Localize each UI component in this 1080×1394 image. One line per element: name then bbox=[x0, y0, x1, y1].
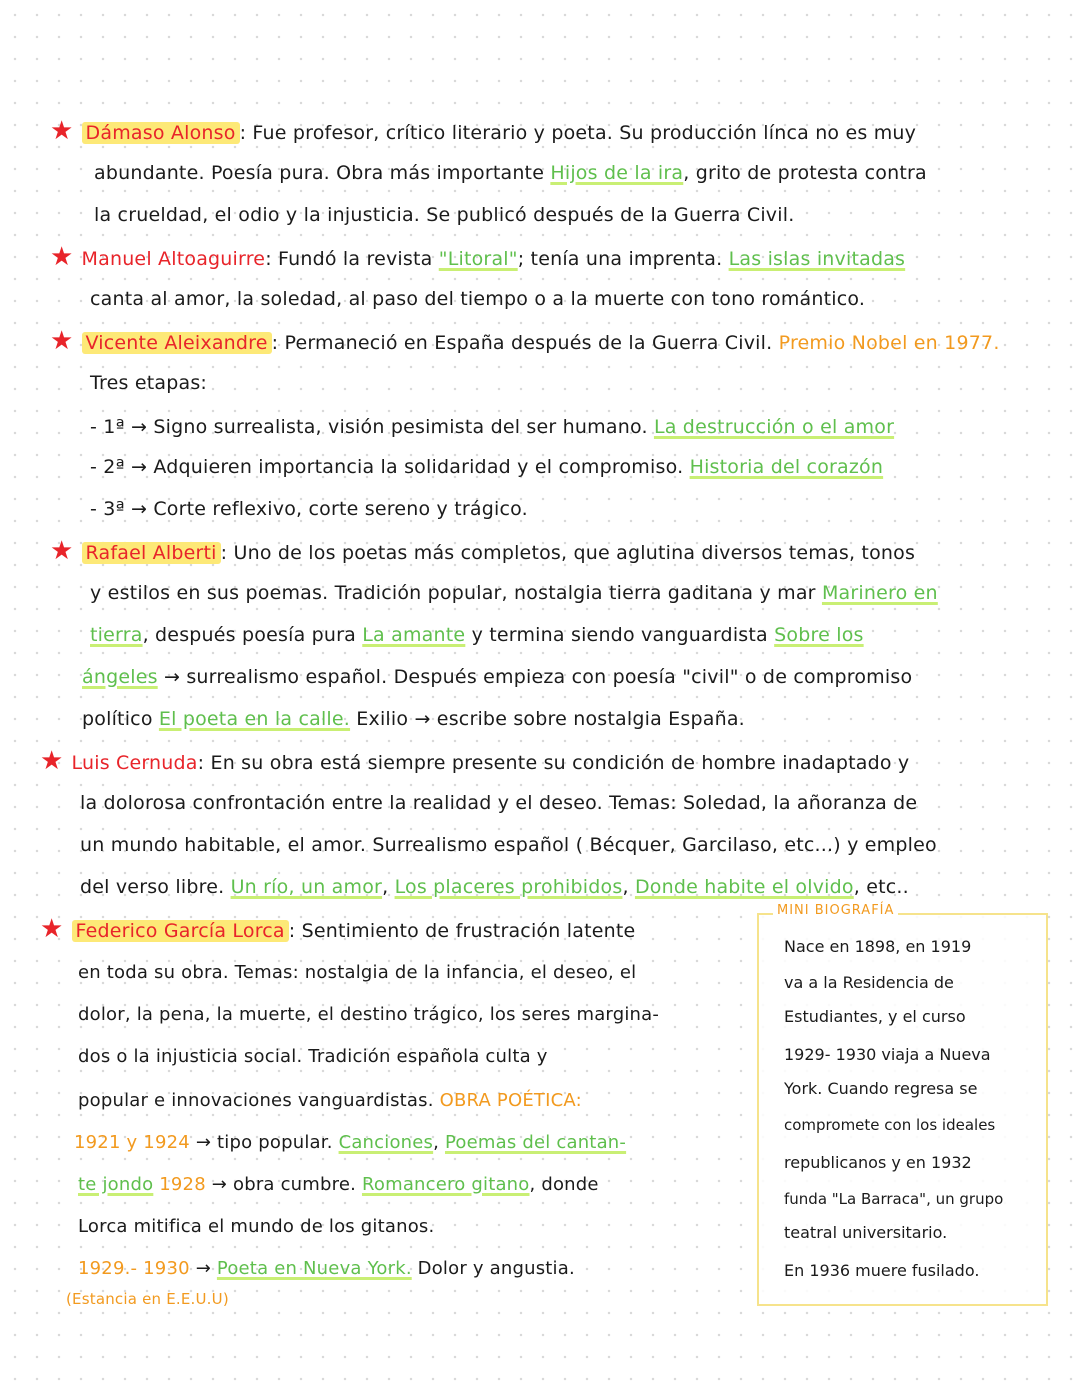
alberti-line-4 bbox=[82, 664, 912, 690]
lorca-text-6a: → tipo popular. bbox=[195, 1132, 333, 1153]
lorca-text-9a: → bbox=[195, 1258, 211, 1279]
year-1921-1924: 1921 y 1924 bbox=[74, 1132, 190, 1153]
altolaguirre-line-1 bbox=[50, 244, 905, 272]
author-name-lorca: Federico García Lorca bbox=[72, 920, 289, 942]
work-poemas-del-cante-jondo-2: te jondo bbox=[78, 1174, 154, 1195]
alberti-text-5b: Exilio → escribe sobre nostalgia España. bbox=[356, 708, 745, 730]
alberti-line-1 bbox=[50, 538, 915, 566]
author-name-alberti: Rafael Alberti bbox=[82, 542, 221, 564]
work-los-placeres-prohibidos: Los placeres prohibidos bbox=[394, 876, 623, 898]
bio-line: York. Cuando regresa se bbox=[784, 1079, 978, 1098]
author-name-alonso: Dámaso Alonso bbox=[82, 122, 240, 144]
etapa-1-text: - 1ª → Signo surrealista, visión pesimista del ser humano. bbox=[90, 416, 648, 438]
aleixandre-line-1 bbox=[50, 328, 1000, 356]
alberti-line-2 bbox=[90, 580, 938, 606]
work-el-poeta-en-la-calle: El poeta en la calle. bbox=[158, 708, 351, 730]
aleixandre-etapa-2 bbox=[90, 454, 883, 480]
work-la-destruccion-o-el-amor: La destrucción o el amor bbox=[653, 416, 895, 438]
nobel-note: Premio Nobel en 1977. bbox=[778, 332, 1000, 354]
cernuda-line-3: un mundo habitable, el amor. Surrealismo español ( Bécquer, Garcilaso, etc...) y empleo bbox=[80, 834, 937, 856]
star-icon: ★ bbox=[50, 326, 74, 356]
etapa-2-text: - 2ª → Adquieren importancia la solidaridad y el compromiso. bbox=[90, 456, 684, 478]
star-icon: ★ bbox=[40, 914, 64, 944]
lorca-line-7 bbox=[78, 1172, 599, 1198]
lorca-text-5a: popular e innovaciones vanguardistas. bbox=[78, 1090, 434, 1111]
work-poeta-en-nueva-york: Poeta en Nueva York. bbox=[216, 1258, 412, 1279]
lorca-line-1 bbox=[40, 916, 635, 944]
alberti-text-4: → surrealismo español. Después empieza con poesía "civil" o de compromiso bbox=[163, 666, 913, 688]
author-name-aleixandre: Vicente Aleixandre bbox=[82, 332, 272, 354]
cernuda-text-4b: , etc.. bbox=[853, 876, 909, 898]
work-hijos-de-la-ira: Hijos de la ira bbox=[550, 162, 684, 184]
year-1929-1930: 1929.- 1930 bbox=[78, 1258, 190, 1279]
lorca-text-7b: , donde bbox=[529, 1174, 599, 1195]
alberti-text-1: : Uno de los poetas más completos, que aglutina diversos temas, tonos bbox=[220, 542, 916, 564]
work-la-amante: La amante bbox=[362, 624, 466, 646]
alberti-text-3a: , después poesía pura bbox=[142, 624, 357, 646]
work-donde-habite-el-olvido: Donde habite el olvido bbox=[634, 876, 854, 898]
lorca-line-5 bbox=[78, 1088, 582, 1114]
work-las-islas-invitadas: Las islas invitadas bbox=[728, 248, 906, 270]
mini-biography-title: MINI BIOGRAFÍA bbox=[773, 903, 898, 918]
work-marinero-en-tierra-1: Marinero en bbox=[821, 582, 938, 604]
author-name-altolaguirre: Manuel Altoaguirre bbox=[81, 248, 266, 270]
lorca-line-8: Lorca mitifica el mundo de los gitanos. bbox=[78, 1216, 435, 1237]
alonso-line-1 bbox=[50, 118, 916, 146]
star-icon: ★ bbox=[40, 746, 64, 776]
lorca-text-7a: → obra cumbre. bbox=[211, 1174, 357, 1195]
cernuda-line-1 bbox=[40, 748, 909, 776]
aleixandre-etapa-1 bbox=[90, 414, 894, 440]
obra-poetica-label: OBRA POÉTICA: bbox=[439, 1090, 582, 1111]
work-historia-del-corazon: Historia del corazón bbox=[689, 456, 884, 478]
work-sobre-los-angeles-1: Sobre los bbox=[774, 624, 864, 646]
author-name-cernuda: Luis Cernuda bbox=[71, 752, 198, 774]
star-icon: ★ bbox=[50, 536, 74, 566]
bio-line: 1929- 1930 viaja a Nueva bbox=[784, 1045, 991, 1064]
lorca-line-2: en toda su obra. Temas: nostalgia de la infancia, el deseo, el bbox=[78, 962, 637, 983]
lorca-stay-note: (Estancia en E.E.U.U) bbox=[66, 1290, 229, 1308]
aleixandre-etapas: Tres etapas: bbox=[90, 372, 208, 394]
alberti-text-2a: y estilos en sus poemas. Tradición popular, nostalgia tierra gaditana y mar bbox=[90, 582, 816, 604]
cernuda-text-1: : En su obra está siempre presente su condición de hombre inadaptado y bbox=[197, 752, 910, 774]
lorca-text-1: : Sentimiento de frustración latente bbox=[288, 920, 636, 942]
alonso-text-2b: , grito de protesta contra bbox=[683, 162, 927, 184]
lorca-text-9b: Dolor y angustia. bbox=[417, 1258, 575, 1279]
bio-line: teatral universitario. bbox=[784, 1223, 948, 1242]
alonso-line-3: la crueldad, el odio y la injusticia. Se publicó después de la Guerra Civil. bbox=[94, 204, 795, 226]
alberti-text-3b: y termina siendo vanguardista bbox=[471, 624, 768, 646]
altolaguirre-text-1b: ; tenía una imprenta. bbox=[517, 248, 723, 270]
altolaguirre-text-1a: : Fundó la revista bbox=[265, 248, 433, 270]
bio-line: En 1936 muere fusilado. bbox=[784, 1261, 980, 1280]
bio-line: Nace en 1898, en 1919 bbox=[784, 937, 972, 956]
lorca-line-6: 1921 y 1924 → tipo popular. Canciones, Poemas del cantan- bbox=[74, 1132, 627, 1153]
work-litoral: "Litoral" bbox=[438, 248, 518, 270]
bio-line: compromete con los ideales bbox=[784, 1116, 996, 1134]
aleixandre-text-1: : Permaneció en España después de la Guerra Civil. bbox=[271, 332, 773, 354]
alberti-line-3 bbox=[90, 622, 864, 648]
bio-line: republicanos y en 1932 bbox=[784, 1153, 972, 1172]
cernuda-line-4: del verso libre. Un río, un amor, Los placeres prohibidos, Donde habite el olvido, etc.. bbox=[80, 876, 909, 898]
cernuda-text-4a: del verso libre. bbox=[80, 876, 225, 898]
lorca-line-9 bbox=[78, 1256, 575, 1282]
star-icon: ★ bbox=[50, 116, 74, 146]
work-poemas-del-cante-jondo-1: Poemas del cantan- bbox=[444, 1132, 627, 1153]
bio-line: funda "La Barraca", un grupo bbox=[784, 1190, 1004, 1208]
alberti-text-5a: político bbox=[82, 708, 153, 730]
bio-line: va a la Residencia de bbox=[784, 973, 954, 992]
alberti-line-5 bbox=[82, 706, 745, 732]
lorca-line-3: dolor, la pena, la muerte, el destino trágico, los seres margina- bbox=[78, 1004, 660, 1025]
work-marinero-en-tierra-2: tierra bbox=[90, 624, 143, 646]
bio-line: Estudiantes, y el curso bbox=[784, 1007, 966, 1026]
alonso-text-2a: abundante. Poesía pura. Obra más importante bbox=[94, 162, 545, 184]
star-icon: ★ bbox=[50, 242, 74, 272]
year-1928: 1928 bbox=[159, 1174, 206, 1195]
work-canciones: Canciones bbox=[338, 1132, 434, 1153]
alonso-text-1: : Fue profesor, crítico literario y poeta. Su producción línca no es muy bbox=[239, 122, 917, 144]
aleixandre-etapa-3: - 3ª → Corte reflexivo, corte sereno y trágico. bbox=[90, 498, 528, 520]
cernuda-line-2: la dolorosa confrontación entre la realidad y el deseo. Temas: Soledad, la añoranza de bbox=[80, 792, 918, 814]
work-un-rio-un-amor: Un río, un amor bbox=[230, 876, 383, 898]
lorca-line-4: dos o la injusticia social. Tradición española culta y bbox=[78, 1046, 548, 1067]
altolaguirre-line-2: canta al amor, la soledad, al paso del tiempo o a la muerte con tono romántico. bbox=[90, 288, 866, 310]
work-sobre-los-angeles-2: ángeles bbox=[82, 666, 158, 688]
alonso-line-2 bbox=[94, 160, 927, 186]
work-romancero-gitano: Romancero gitano bbox=[361, 1174, 530, 1195]
